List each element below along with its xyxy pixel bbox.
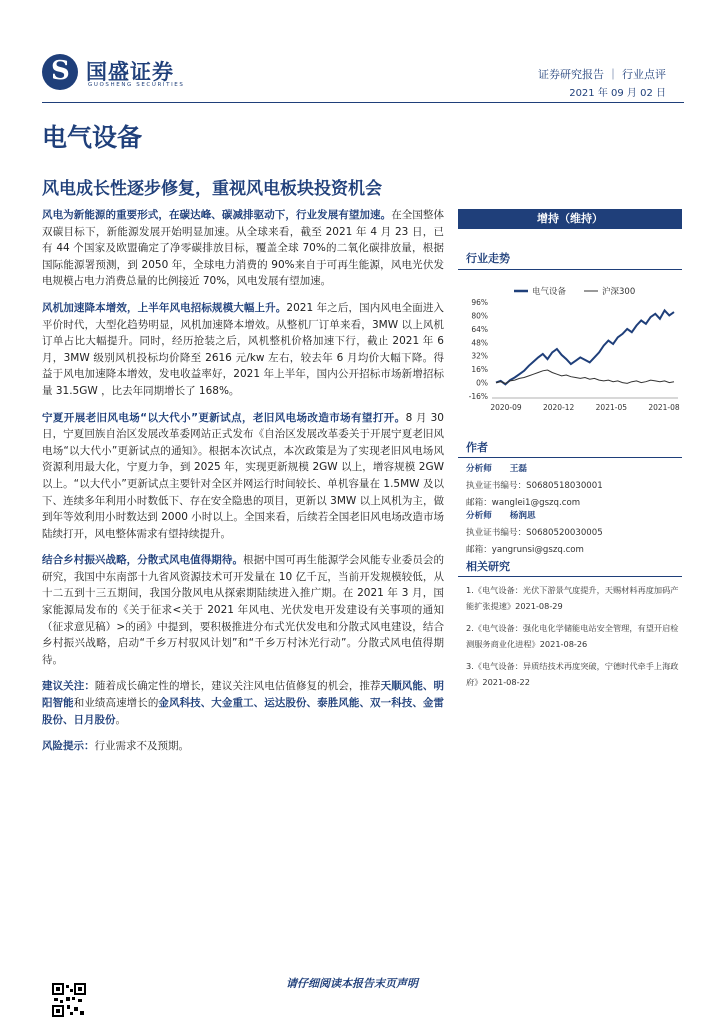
series-line-sector	[496, 310, 674, 384]
related-research-list	[466, 582, 684, 696]
qr-code-icon	[52, 983, 86, 1017]
author-role: 分析师	[466, 464, 492, 474]
author-role: 分析师	[466, 511, 492, 521]
cert-label: 执业证书编号：	[466, 528, 527, 538]
paragraph-text: 和业绩高速增长的	[73, 697, 159, 710]
paragraph-lead: 结合乡村振兴战略，分散式风电值得期待。	[42, 554, 244, 567]
author-1	[466, 461, 684, 512]
paragraph-text: 。	[115, 713, 126, 726]
related-section-title: 相关研究	[466, 560, 510, 573]
x-axis	[490, 398, 680, 412]
main-body	[42, 207, 444, 765]
report-type: 证券研究报告 ｜ 行业点评	[538, 68, 666, 81]
email-label: 邮箱：	[466, 545, 492, 555]
plot-area	[496, 310, 674, 384]
cert-number: S0680518030001	[526, 481, 603, 491]
legend-label-index: 沪深300	[602, 287, 636, 297]
y-tick-label: 48%	[471, 338, 488, 348]
paragraph-recommend	[42, 678, 444, 728]
sector-title: 电气设备	[42, 123, 143, 152]
recommended-stocks: 天顺风能、明阳智能	[42, 680, 445, 710]
author-name: 王磊	[509, 464, 527, 474]
paragraph-text: 随着成长确定性的增长，建议关注风电估值修复的机会，推荐	[94, 680, 381, 693]
x-tick-label: 2020-12	[542, 403, 575, 412]
y-tick-label: 16%	[471, 365, 488, 375]
paragraph-3	[42, 410, 444, 543]
y-tick-label: 0%	[476, 378, 488, 388]
paragraph-lead: 建议关注：	[42, 680, 95, 693]
paragraph-lead: 风电为新能源的重要形式，在碳达峰、碳减排驱动下，行业发展有望加速。	[42, 209, 392, 221]
paragraph-risk	[42, 738, 444, 755]
author-section-title: 作者	[466, 441, 488, 454]
trend-divider	[458, 269, 682, 270]
logo-cn-name: 国盛证券	[86, 60, 174, 84]
paragraph-text: 2021 年之后，国内风电全面进入平价时代，大型化趋势明显，风机加速降本增效。从整机厂订单来看，3MW 以上风机订单占比大幅提升。同时，经历抢装之后，风机整机价格加速下行，截止 2021 年 6 月，3MW 级别风机投标均价降至 2616 元/kw 左右，较去年 6 月均价大幅下降。得益于风电加速降本增效，发电收益率好，2021 年上半年，国内公开招标市场新增招标量 31.5GW ，比去年同期增长了 168%。	[42, 301, 445, 397]
x-tick-label: 2021-08	[648, 403, 680, 412]
paragraph-text: 在全国整体双碳目标下，新能源发展开始明显加速。从全球来看，截至 2021 年 4 月 23 日，已有 44 个国家及欧盟确定了净零碳排放目标，覆盖全球 70%的二氧化碳排放量，根据国际能源署预测，到 2050 年，全球电力消费的 90%来自于可再生能源，风电光伏发电规模占电力消费总量的比例接近 70%，风电发展有望加速。	[42, 209, 445, 288]
author-name: 杨润思	[509, 511, 536, 521]
paragraph-1	[42, 207, 444, 290]
paragraph-text: 8 月 30 日，宁夏回族自治区发展改革委网站正式发布《自治区发展改革委关于开展宁夏老旧风电场“以大代小”更新试点的通知》。根据本次试点，本次政策是为了实现老旧风电场风资源利用最大化，宁夏力争，到 2025 年，实现更新规模 2GW 以上，增容规模 2GW 以上。“以大代小”更新试点主要针对全区并网运行时间较长、单机容量在 1.5MW 及以下、连续多年利用小时数低下、存在安全隐患的项目，更新以 3MW 以上风机为主，做到年等效利用小时数达到 2000 小时以上。全国来看，后续若全国老旧风电场改造市场陆续打开，风电整体需求有望持续提升。	[42, 411, 444, 540]
trend-section-title: 行业走势	[466, 252, 510, 265]
y-tick-label: 80%	[471, 311, 488, 321]
author-2	[466, 508, 684, 559]
report-headline: 风电成长性逐步修复，重视风电板块投资机会	[42, 179, 382, 199]
related-item[interactable]: 2.《电气设备：强化电化学储能电站安全管理，有望开启检测服务商业化进程》2021-08-26	[466, 623, 679, 649]
industry-trend-chart	[458, 278, 684, 413]
y-tick-label: 96%	[471, 298, 488, 307]
paragraph-2	[42, 300, 444, 400]
company-logo	[42, 54, 192, 94]
rating-badge: 增持（维持）	[458, 209, 682, 229]
cert-number: S0680520030005	[526, 528, 603, 538]
report-date: 2021 年 09 月 02 日	[569, 88, 666, 99]
x-tick-label: 2020-09	[490, 403, 522, 412]
paragraph-text: 根据中国可再生能源学会风能专业委员会的研究，我国中东南部十九省风资源技术可开发量在 10 亿千瓦，当前开发规模较低，从十二五到十三五期间，我国分散风电从探索期陆续进入推广期。在 2021 年 3 月，国家能源局发布的《关于征求<关于 2021 年风电、光伏发电开发建设有关事项的通知（征求意见稿）>的函》中提到，要积极推进分布式光伏发电和分散式风电建设，结合乡村振兴战略，启动“千乡万村驭风计划”和“千乡万村沐光行动”。分散式风电值得期待。	[42, 554, 445, 666]
legend-label-sector: 电气设备	[532, 287, 567, 297]
logo-s-glyph: S	[51, 56, 70, 86]
watch-stocks: 金风科技、大金重工、运达股份、泰胜风能、双一科技、金雷股份、日月股份	[42, 697, 445, 726]
cert-label: 执业证书编号：	[466, 481, 527, 491]
related-item[interactable]: 1.《电气设备：光伏下游景气度提升，天赐材料再度加码产能扩张提速》2021-08-29	[466, 585, 679, 611]
paragraph-text: 行业需求不及预期。	[94, 740, 189, 753]
paragraph-lead: 风机加速降本增效，上半年风电招标规模大幅上升。	[42, 301, 287, 314]
author-email[interactable]: wanglei1@gszq.com	[491, 498, 581, 508]
related-item[interactable]: 3.《电气设备：异质结技术再度突破，宁德时代牵手上海政府》2021-08-22	[466, 661, 679, 687]
y-tick-label: 32%	[471, 351, 488, 361]
paragraph-lead: 宁夏开展老旧风电场“以大代小”更新试点，老旧风电场改造市场有望打开。	[42, 411, 406, 424]
footer-disclaimer: 请仔细阅读本报告末页声明	[286, 977, 418, 990]
logo-en-name: GUOSHENG SECURITIES	[88, 82, 185, 88]
email-label: 邮箱：	[466, 498, 492, 508]
y-axis	[469, 298, 488, 401]
y-tick-label: -16%	[468, 392, 488, 401]
paragraph-4	[42, 552, 444, 668]
author-email[interactable]: yangrunsi@gszq.com	[491, 545, 584, 555]
author-divider	[458, 457, 682, 458]
x-tick-label: 2021-05	[595, 403, 628, 412]
header-divider	[42, 102, 684, 103]
chart-legend	[514, 286, 635, 297]
paragraph-lead: 风险提示：	[42, 740, 95, 753]
related-divider	[458, 576, 682, 577]
y-tick-label: 64%	[471, 324, 488, 334]
